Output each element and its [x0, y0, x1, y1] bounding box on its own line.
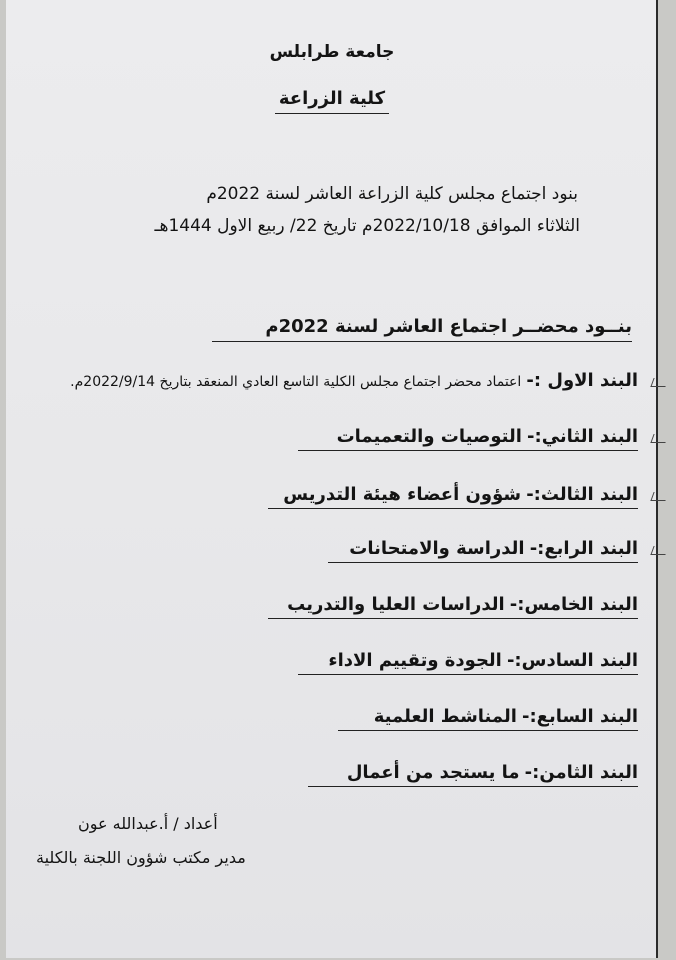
checkmark-icon	[652, 492, 670, 502]
agenda-item-label: البند الثامن:-	[524, 762, 638, 783]
agenda-item-6	[298, 650, 638, 675]
checkmark-icon	[652, 378, 670, 388]
agenda-item-text: التوصيات والتعميمات	[336, 426, 522, 447]
agenda-item-8	[308, 762, 638, 787]
document-page	[6, 0, 658, 958]
agenda-item-7	[338, 706, 638, 731]
agenda-item-text: الدراسات العليا والتدريب	[287, 594, 505, 615]
agenda-item-text: ما يستجد من أعمال	[346, 762, 520, 783]
agenda-item-label: البند الاول :-	[526, 370, 638, 391]
intro-line-1: بنود اجتماع مجلس كلية الزراعة العاشر لسنة 2022م	[206, 184, 578, 204]
agenda-item-4	[328, 538, 638, 563]
agenda-item-text: شؤون أعضاء هيئة التدريس	[283, 484, 522, 505]
agenda-item-5	[268, 594, 638, 619]
agenda-item-2	[298, 426, 638, 451]
agenda-item-text: المناشط العلمية	[373, 706, 517, 727]
faculty-name: كلية الزراعة	[275, 88, 389, 114]
agenda-item-3	[268, 484, 638, 509]
checkmark-icon	[652, 434, 670, 444]
agenda-item-text: الجودة وتقييم الاداء	[328, 650, 502, 671]
agenda-item-label: البند الثاني:-	[527, 426, 638, 447]
intro-line-2: الثلاثاء الموافق 2022/10/18م تاريخ 22/ ربيع الاول 1444هـ	[154, 216, 580, 236]
agenda-item-label: البند الثالث:-	[526, 484, 638, 505]
agenda-item-label: البند الرابع:-	[529, 538, 638, 559]
agenda-item-label: البند السابع:-	[521, 706, 638, 727]
faculty-name-wrapper	[6, 88, 658, 114]
prepared-by: أعداد / أ.عبدالله عون	[78, 814, 218, 833]
agenda-title: بنــود محضــر اجتماع العاشر لسنة 2022م	[212, 316, 632, 342]
university-name: جامعة طرابلس	[269, 42, 395, 62]
agenda-item-label: البند الخامس:-	[509, 594, 638, 615]
agenda-item-text: الدراسة والامتحانات	[349, 538, 525, 559]
agenda-item-1	[38, 370, 638, 394]
agenda-item-text: اعتماد محضر اجتماع مجلس الكلية التاسع العادي المنعقد بتاريخ 2022/9/14م.	[70, 374, 522, 390]
checkmark-icon	[652, 546, 670, 556]
signatory-role: مدير مكتب شؤون اللجنة بالكلية	[36, 848, 246, 867]
agenda-item-label: البند السادس:-	[506, 650, 638, 671]
